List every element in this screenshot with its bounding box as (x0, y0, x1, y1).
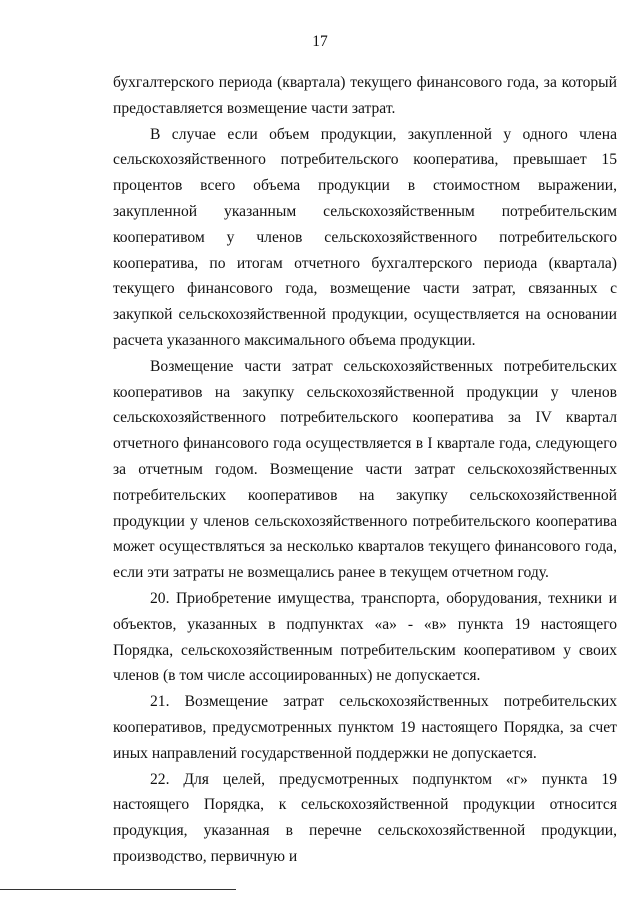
paragraph-continuation: бухгалтерского периода (квартала) текущего финансового года, за который предоставляется возмещение части затрат. (113, 74, 617, 117)
footer-rule (0, 889, 236, 890)
paragraph-item-21: 21. Возмещение затрат сельскохозяйственных потребительских кооперативов, предусмотренных пунктом 19 настоящего Порядка, за счет иных направлений государственной поддержки не допускается. (113, 693, 617, 762)
body-text (113, 70, 617, 870)
paragraph-volume-exceeds: В случае если объем продукции, закупленной у одного члена сельскохозяйственного потребительского кооператива, превышает 15 процентов всего объема продукции в стоимостном выражении, закупленной указанным сельскохозяйственным потребительским кооперативом у членов сельскохозяйственного потребительского кооператива, по итогам отчетного бухгалтерского периода (квартала) текущего финансового года, возмещение части затрат, связанных с закупкой сельскохозяйственной продукции, осуществляется на основании расчета указанного максимального объема продукции. (113, 125, 617, 349)
page-number: 17 (312, 33, 328, 50)
paragraph-fourth-quarter: Возмещение части затрат сельскохозяйственных потребительских кооперативов на закупку сельскохозяйственной продукции у членов сельскохозяйственного потребительского кооператива за IV квартал отчетного финансового года осуществляется в I квартале года, следующего за отчетным годом. Возмещение части затрат сельскохозяйственных потребительских кооперативов на закупку сельскохозяйственной продукции у членов сельскохозяйственного потребительского кооператива может осуществляться за несколько кварталов текущего финансового года, если эти затраты не возмещались ранее в текущем отчетном году. (113, 357, 617, 582)
paragraph-item-20: 20. Приобретение имущества, транспорта, оборудования, техники и объектов, указанных в подпунктах «а» - «в» пункта 19 настоящего Порядка, сельскохозяйственным потребительским кооперативом у своих членов (в том числе ассоциированных) не допускается. (113, 589, 617, 685)
paragraph-item-22: 22. Для целей, предусмотренных подпунктом «г» пункта 19 настоящего Порядка, к сельскохозяйственной продукции относится продукция, указанная в перечне сельскохозяйственной продукции, производство, первичную и (113, 770, 617, 865)
